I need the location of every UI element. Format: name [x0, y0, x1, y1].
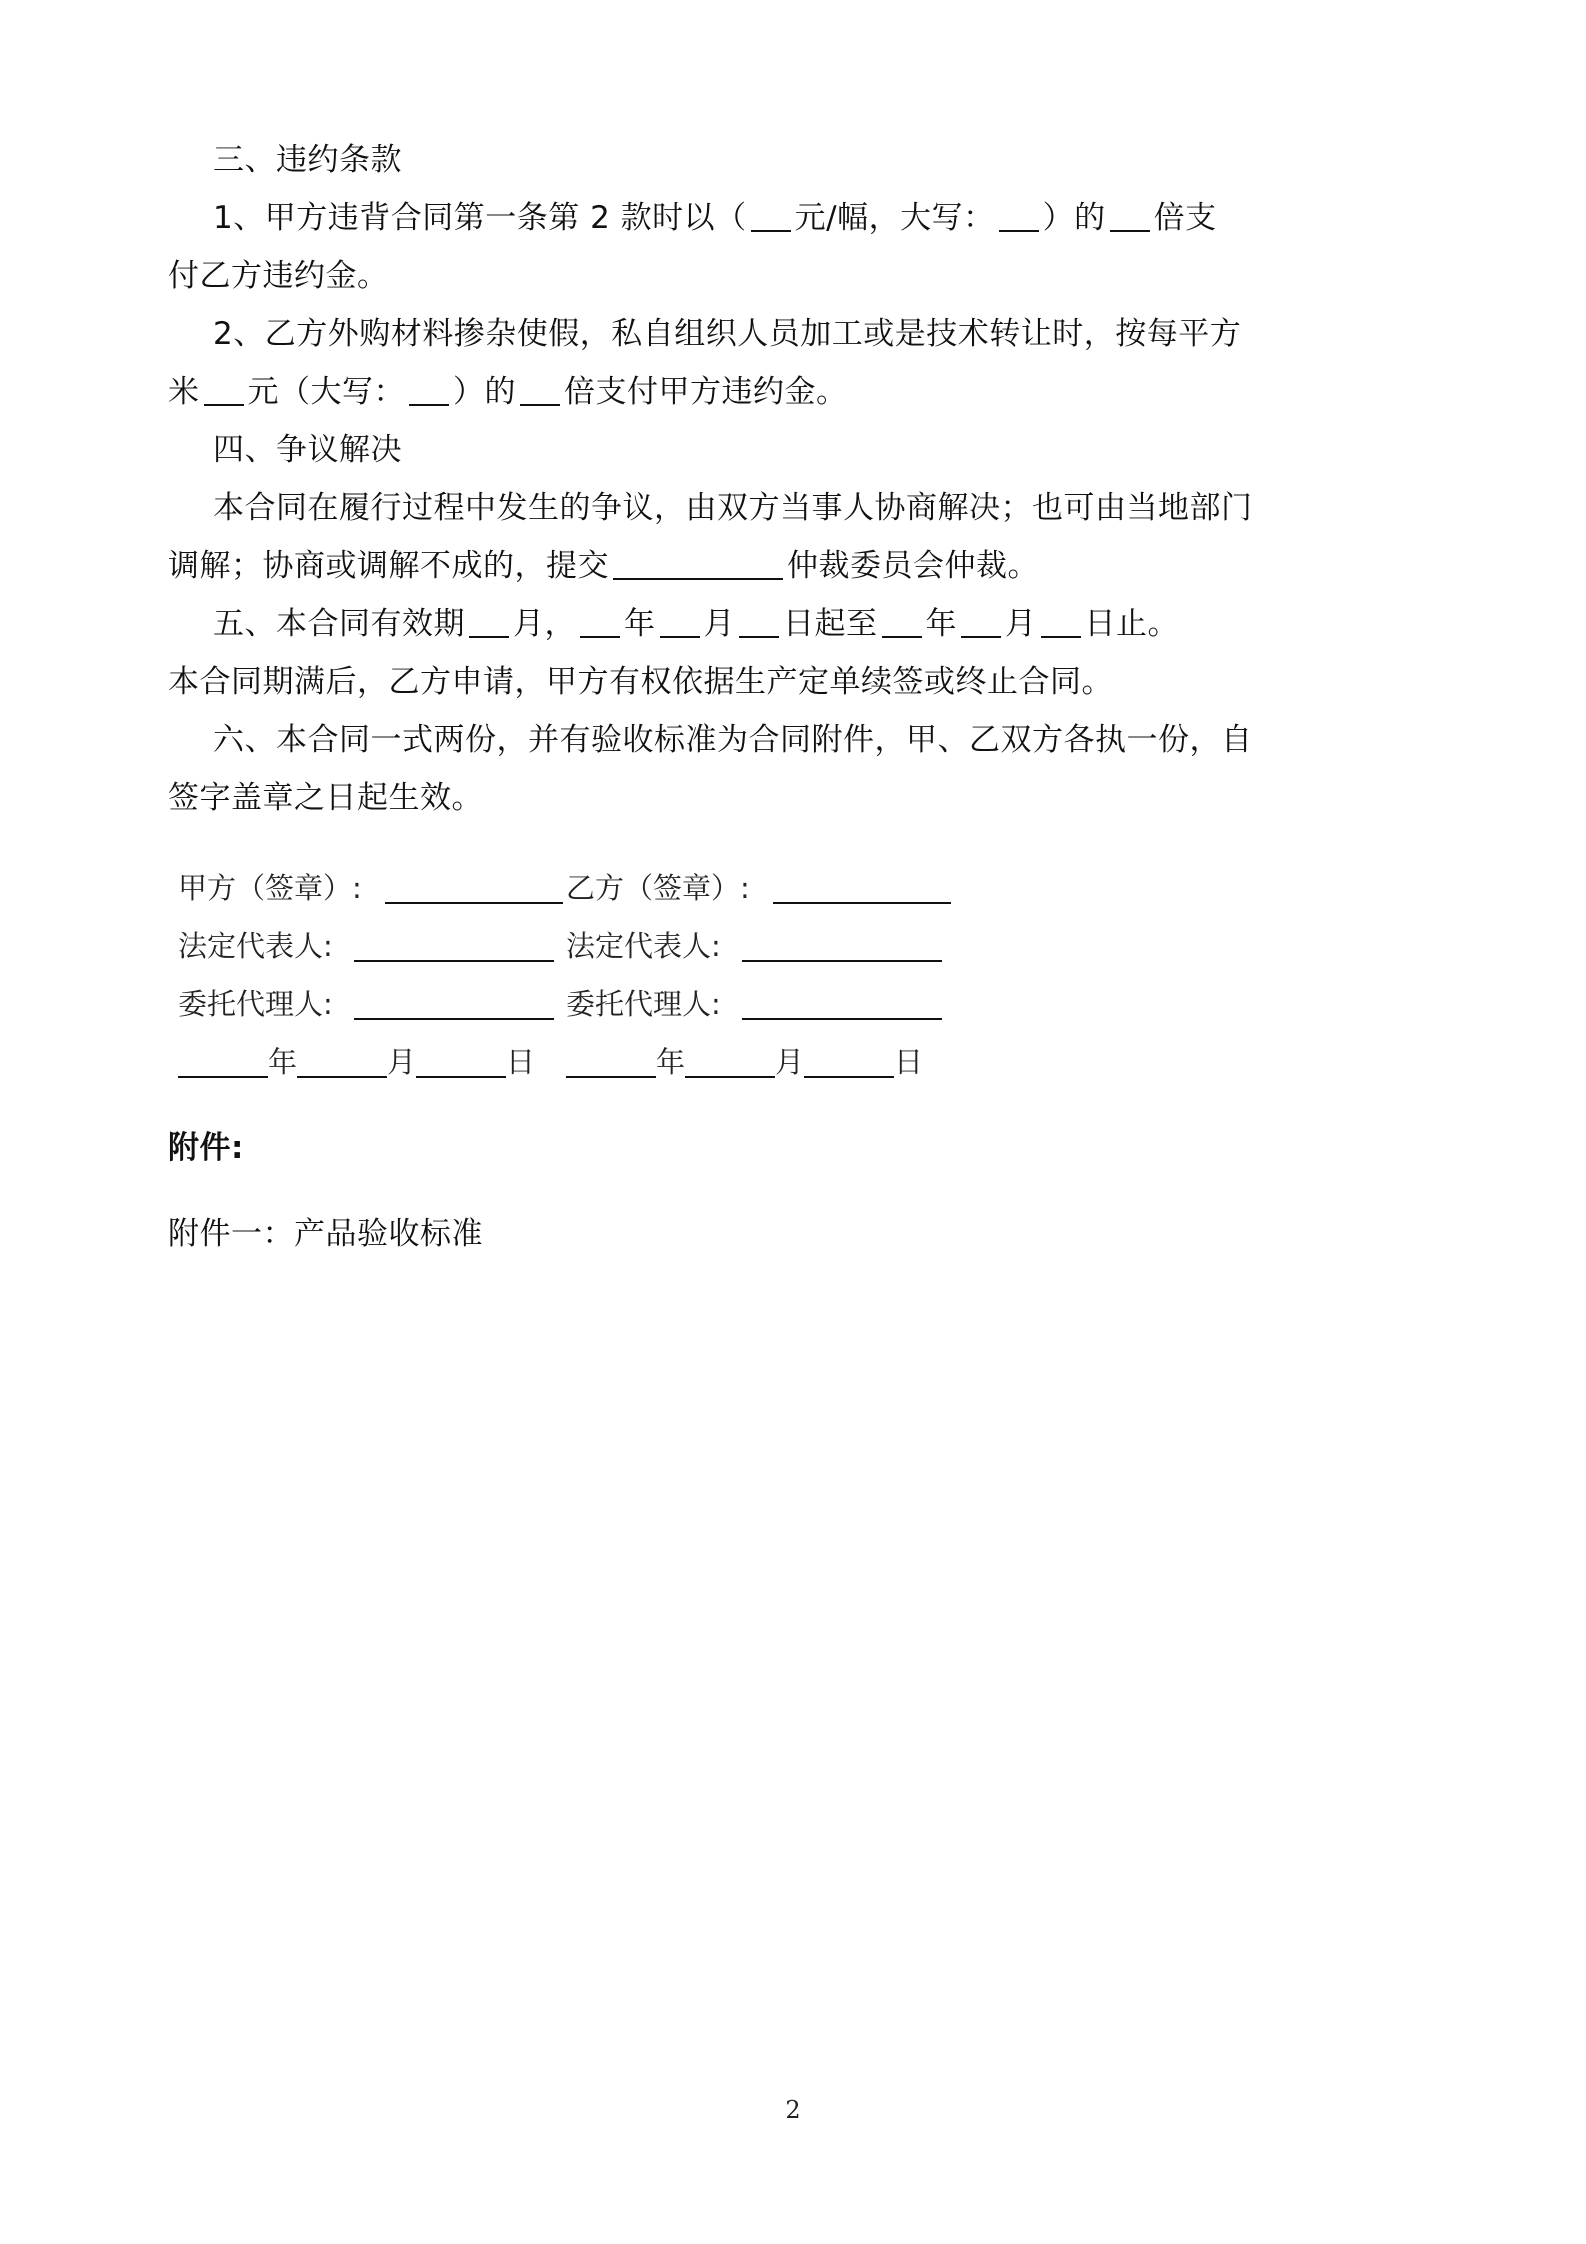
party-a-legal-rep-field[interactable] — [354, 930, 554, 962]
party-b-legal-rep-row — [566, 924, 942, 968]
attachments-heading: 附件: — [168, 1130, 244, 1166]
party-a-signature-row — [178, 866, 563, 910]
party-a-day-field[interactable] — [416, 1046, 506, 1078]
blank-end-month[interactable] — [961, 606, 1001, 638]
blank-multiple[interactable] — [1110, 200, 1150, 232]
blank-unit-price-uppercase[interactable] — [409, 374, 449, 406]
section4-line2: 调解；协商或调解不成的，提交 仲裁委员会仲裁。 — [168, 548, 1039, 584]
party-b-label: 乙方（签章）: — [566, 871, 750, 905]
blank-unit-price[interactable] — [204, 374, 244, 406]
party-a-legal-rep-row — [178, 924, 554, 968]
clause3-2-line2: 米 元（大写： ）的 倍支付甲方违约金。 — [168, 374, 848, 410]
blank-price-uppercase[interactable] — [999, 200, 1039, 232]
party-a-legal-rep-label: 法定代表人: — [178, 929, 333, 963]
blank-start-year[interactable] — [580, 606, 620, 638]
party-b-legal-rep-field[interactable] — [742, 930, 942, 962]
section4-line1: 本合同在履行过程中发生的争议，由双方当事人协商解决；也可由当地部门 — [213, 490, 1253, 526]
party-b-signature-row — [566, 866, 951, 910]
section6-line2: 签字盖章之日起生效。 — [168, 780, 483, 816]
blank-end-day[interactable] — [1041, 606, 1081, 638]
section5-line1: 五、本合同有效期 月， 年 月 日起至 年 月 日止。 — [213, 606, 1179, 642]
party-b-legal-rep-label: 法定代表人: — [566, 929, 721, 963]
party-b-agent-label: 委托代理人: — [566, 987, 721, 1021]
party-b-agent-field[interactable] — [742, 988, 942, 1020]
blank-valid-months[interactable] — [469, 606, 509, 638]
clause3-1-line1: 1、甲方违背合同第一条第 2 款时以（ 元/幅，大写： ）的 倍支 — [213, 200, 1217, 236]
clause3-1-line2: 付乙方违约金。 — [168, 258, 389, 294]
blank-start-day[interactable] — [739, 606, 779, 638]
attachment-item-1: 附件一：产品验收标准 — [168, 1216, 483, 1252]
blank-end-year[interactable] — [882, 606, 922, 638]
section6-line1: 六、本合同一式两份，并有验收标准为合同附件，甲、乙双方各执一份，自 — [213, 722, 1253, 758]
party-b-year-field[interactable] — [566, 1046, 656, 1078]
party-b-signature-field[interactable] — [773, 872, 951, 904]
party-a-year-field[interactable] — [178, 1046, 268, 1078]
party-b-month-field[interactable] — [685, 1046, 775, 1078]
party-a-label: 甲方（签章）: — [178, 871, 362, 905]
blank-arbitration-committee[interactable] — [613, 548, 783, 580]
party-b-day-field[interactable] — [804, 1046, 894, 1078]
party-b-date-row: 年 月 日 — [566, 1040, 923, 1084]
blank-start-month[interactable] — [660, 606, 700, 638]
party-a-month-field[interactable] — [297, 1046, 387, 1078]
section5-line2: 本合同期满后，乙方申请，甲方有权依据生产定单续签或终止合同。 — [168, 664, 1113, 700]
clause3-2-line1: 2、乙方外购材料掺杂使假，私自组织人员加工或是技术转让时，按每平方 — [213, 316, 1242, 352]
blank-price[interactable] — [751, 200, 791, 232]
blank-penalty-multiple[interactable] — [520, 374, 560, 406]
party-a-agent-field[interactable] — [354, 988, 554, 1020]
party-a-agent-row — [178, 982, 554, 1026]
party-a-signature-field[interactable] — [385, 872, 563, 904]
party-a-agent-label: 委托代理人: — [178, 987, 333, 1021]
party-a-date-row: 年 月 日 — [178, 1040, 535, 1084]
page-number: 2 — [785, 2096, 801, 2124]
party-b-agent-row — [566, 982, 942, 1026]
section3-heading: 三、违约条款 — [213, 142, 402, 178]
section4-heading: 四、争议解决 — [213, 432, 402, 468]
